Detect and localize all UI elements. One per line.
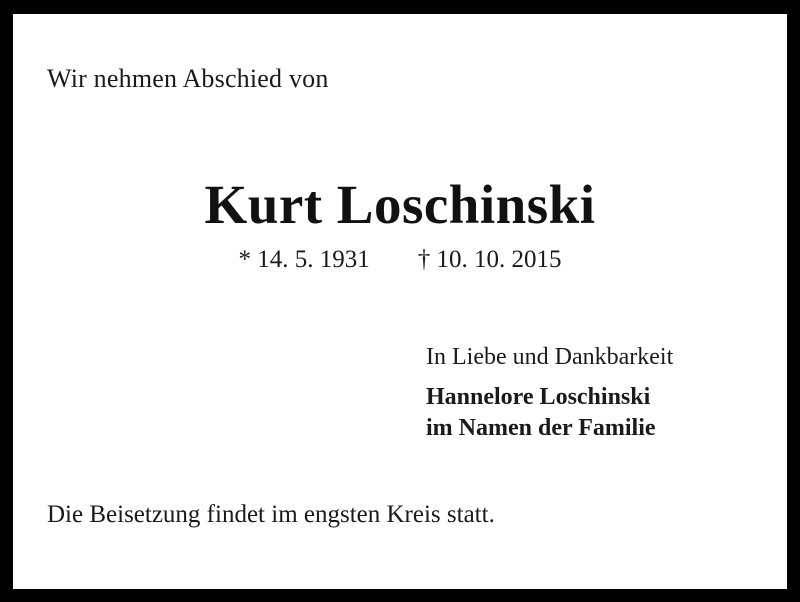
tribute-block bbox=[426, 342, 673, 445]
funeral-note: Die Beisetzung findet im engsten Kreis statt. bbox=[47, 501, 495, 528]
salutation-text: Wir nehmen Abschied von bbox=[47, 64, 329, 93]
obituary-inner-panel bbox=[13, 14, 787, 589]
tribute-line-2: Hannelore Loschinski bbox=[426, 383, 651, 410]
birth-date: * 14. 5. 1931 bbox=[238, 246, 370, 273]
deceased-name: Kurt Loschinski bbox=[204, 174, 596, 235]
tribute-line-1: In Liebe und Dankbarkeit bbox=[426, 344, 674, 370]
death-date: † 10. 10. 2015 bbox=[417, 246, 562, 273]
tribute-line-3: im Namen der Familie bbox=[426, 415, 656, 442]
life-dates bbox=[13, 246, 787, 274]
